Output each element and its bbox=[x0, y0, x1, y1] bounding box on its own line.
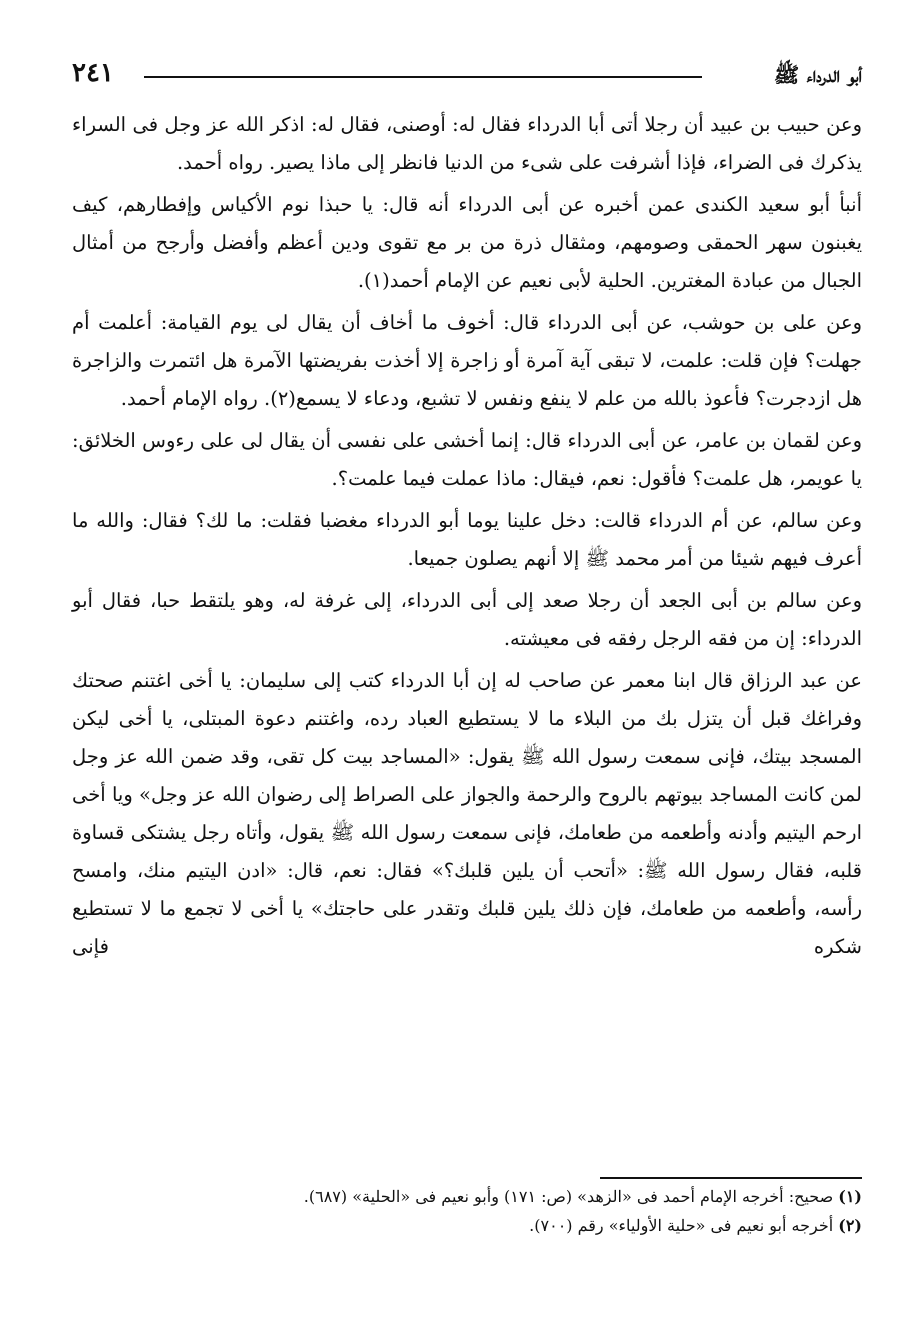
paragraph-1: وعن حبيب بن عبيد أن رجلا أتى أبا الدرداء فقال له: أوصنى، فقال له: اذكر الله عز وجل فى السراء يذكرك فى الضراء، فإذا أشرفت على شىء من الدنيا فانظر إلى ماذا يصير. رواه أحمد. bbox=[72, 113, 862, 174]
footnote-text: أخرجه أبو نعيم فى «حلية الأولياء» رقم (٧٠٠). bbox=[529, 1216, 834, 1235]
footnote-2 bbox=[110, 1211, 862, 1240]
footnote-number: (٢) bbox=[838, 1216, 862, 1235]
paragraph-5: وعن سالم، عن أم الدرداء قالت: دخل علينا يوما أبو الدرداء مغضبا فقلت: ما لك؟ فقال: والله ما أعرف فيهم شيئا من أمر محمد ﷺ إلا أنهم يصلون جميعا. bbox=[72, 509, 862, 570]
footnote-text: صحيح: أخرجه الإمام أحمد فى «الزهد» (ص: ١٧١) وأبو نعيم فى «الحلية» (٦٨٧). bbox=[303, 1187, 834, 1206]
paragraph-4: وعن لقمان بن عامر، عن أبى الدرداء قال: إنما أخشى على نفسى أن يقال لى على رءوس الخلائق: يا عويمر، هل علمت؟ فأقول: نعم، فيقال: ماذا عملت فيما علمت؟. bbox=[72, 429, 862, 490]
header-rule bbox=[144, 76, 702, 78]
footnote-number: (١) bbox=[838, 1187, 862, 1206]
paragraph-7: عن عبد الرزاق قال ابنا معمر عن صاحب له إن أبا الدرداء كتب إلى سليمان: يا أخى اغتنم صحتك وفراغك قبل أن يتزل بك من البلاء ما لا يستطيع العباد رده، واغتنم دعوة المبتلى، يا أخى ليكن المسجد بيتك، فإنى سمعت رسول الله ﷺ يقول: «المساجد بيت كل تقى، وقد ضمن الله عز وجل لمن كانت المساجد بيوتهم بالروح والرحمة والجواز على الصراط إلى رضوان الله عز وجل» ويا أخى ارحم اليتيم وأدنه وأطعمه من طعامك، فإنى سمعت رسول الله ﷺ يقول، وأتاه رجل يشتكى قساوة قلبه، فقال رسول الله ﷺ: «أتحب أن يلين قلبك؟» فقال: نعم، قال: «ادن اليتيم منك، وامسح رأسه، وأطعمه من طعامك، فإن ذلك يلين قلبك وتقدر على حاجتك» يا أخى لا تجمع ما لا تستطيع شكره فإنى bbox=[72, 669, 862, 958]
paragraph-3: وعن على بن حوشب، عن أبى الدرداء قال: أخوف ما أخاف أن يقال لى يوم القيامة: أعلمت أم جهلت؟ فإن قلت: علمت، لا تبقى آية آمرة أو زاجرة إلا أخذت بفريضتها الآمرة هل ائتمرت والزاجرة هل ازدجرت؟ فأعوذ بالله من علم لا ينفع ونفس لا تشبع، ودعاء لا يسمع(٢). رواه الإمام أحمد. bbox=[72, 311, 862, 410]
footnote-rule bbox=[600, 1177, 862, 1179]
body-text bbox=[72, 106, 862, 970]
footnote-1 bbox=[110, 1182, 862, 1211]
paragraph-6: وعن سالم بن أبى الجعد أن رجلا صعد إلى أبى الدرداء، إلى غرفة له، وهو يلتقط حبا، فقال أبو الدرداء: إن من فقه الرجل رفقه فى معيشته. bbox=[72, 589, 862, 650]
footnotes bbox=[110, 1182, 862, 1240]
page-header bbox=[72, 56, 862, 96]
running-title: أبو الدرداء ﷺ bbox=[773, 62, 862, 87]
paragraph-2: أنبأ أبو سعيد الكندى عمن أخبره عن أبى الدرداء أنه قال: يا حبذا نوم الأكياس وإفطارهم، كيف يغبنون سهر الحمقى وصومهم، ومثقال ذرة من بر مع تقوى ودين أعظم وأفضل وأرجح من أمثال الجبال من عبادة المغترين. الحلية لأبى نعيم عن الإمام أحمد(١). bbox=[72, 193, 862, 292]
page-number: ٢٤١ bbox=[72, 58, 114, 88]
